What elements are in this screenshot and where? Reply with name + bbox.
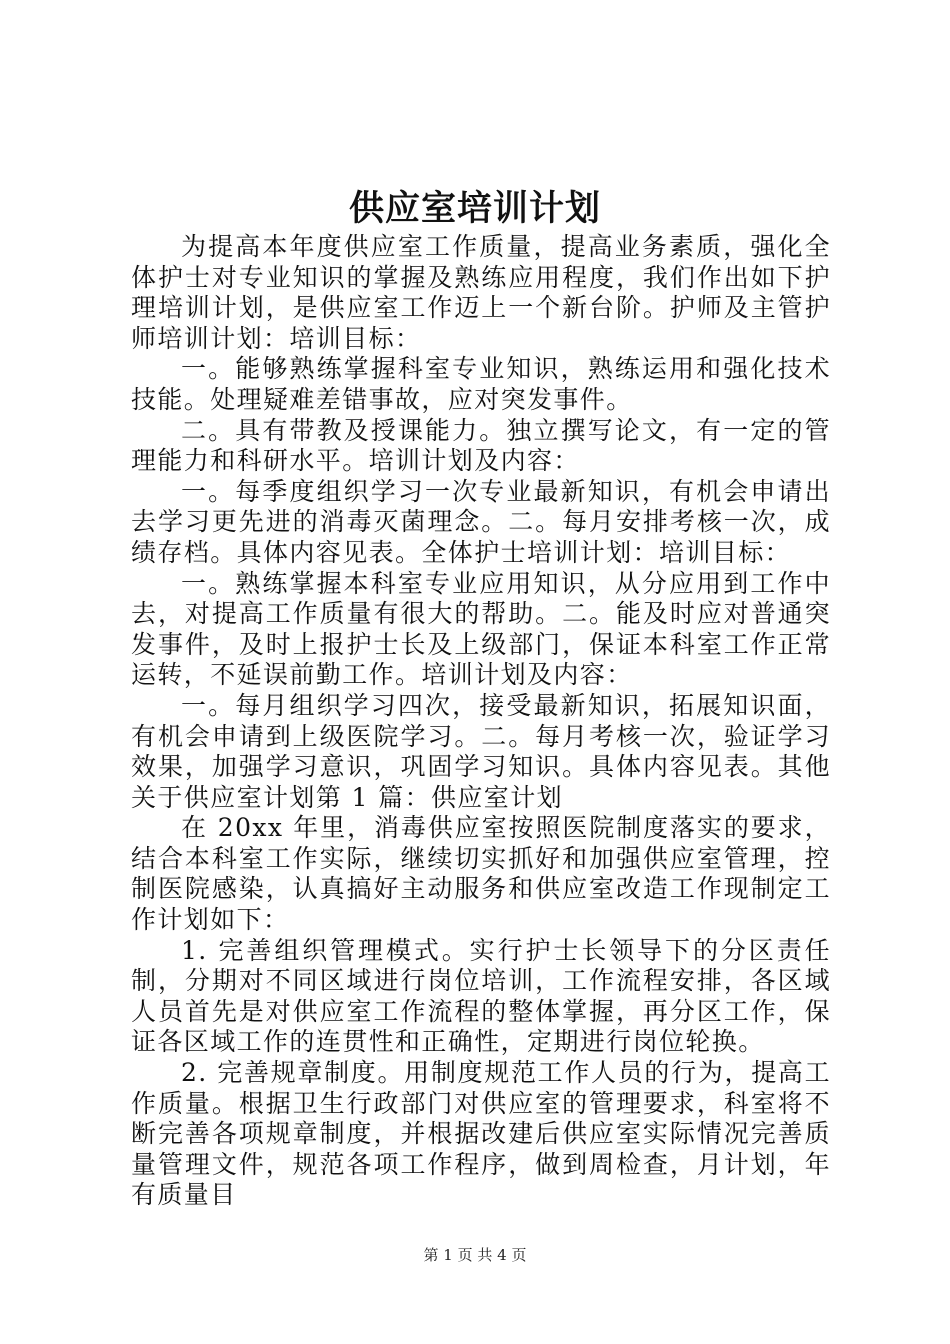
paragraph: 为提高本年度供应室工作质量，提高业务素质，强化全体护士对专业知识的掌握及熟练应用程度，我们作出如下护理培训计划，是供应室工作迈上一个新台阶。护师及主管护师培训计划：培训目标：	[131, 232, 831, 353]
document-body	[131, 232, 831, 1211]
paragraph: 一。熟练掌握本科室专业应用知识，从分应用到工作中去，对提高工作质量有很大的帮助。二。能及时应对普通突发事件，及时上报护士长及上级部门，保证本科室工作正常运转，不延误前勤工作。培训计划及内容：	[131, 568, 831, 690]
paragraph: 一。每季度组织学习一次专业最新知识，有机会申请出去学习更先进的消毒灭菌理念。二。每月安排考核一次，成绩存档。具体内容见表。全体护士培训计划：培训目标：	[131, 476, 831, 567]
document-title: 供应室培训计划	[348, 188, 601, 229]
paragraph: 一。能够熟练掌握科室专业知识，熟练运用和强化技术技能。处理疑难差错事故，应对突发事件。	[131, 354, 831, 414]
paragraph: 在 20xx 年里，消毒供应室按照医院制度落实的要求，结合本科室工作实际，继续切实抓好和加强供应室管理，控制医院感染，认真搞好主动服务和供应室改造工作现制定工作计划如下：	[131, 813, 831, 935]
page-number-footer: 第 1 页 共 4 页	[423, 1246, 527, 1264]
paragraph: 2. 完善规章制度。用制度规范工作人员的行为，提高工作质量。根据卫生行政部门对供应室的管理要求，科室将不断完善各项规章制度，并根据改建后供应室实际情况完善质量管理文件，规范各项工作程序，做到周检查，月计划，年有质量目	[131, 1058, 831, 1210]
paragraph: 1. 完善组织管理模式。实行护士长领导下的分区责任制，分期对不同区域进行岗位培训，工作流程安排，各区域人员首先是对供应室工作流程的整体掌握，再分区工作，保证各区域工作的连贯性和正确性，定期进行岗位轮换。	[131, 935, 831, 1057]
paragraph: 一。每月组织学习四次，接受最新知识，拓展知识面，有机会申请到上级医院学习。二。每月考核一次，验证学习效果，加强学习意识，巩固学习知识。具体内容见表。其他关于供应室计划第 1 篇：供应室计划	[131, 690, 831, 812]
paragraph: 二。具有带教及授课能力。独立撰写论文，有一定的管理能力和科研水平。培训计划及内容：	[131, 415, 831, 476]
